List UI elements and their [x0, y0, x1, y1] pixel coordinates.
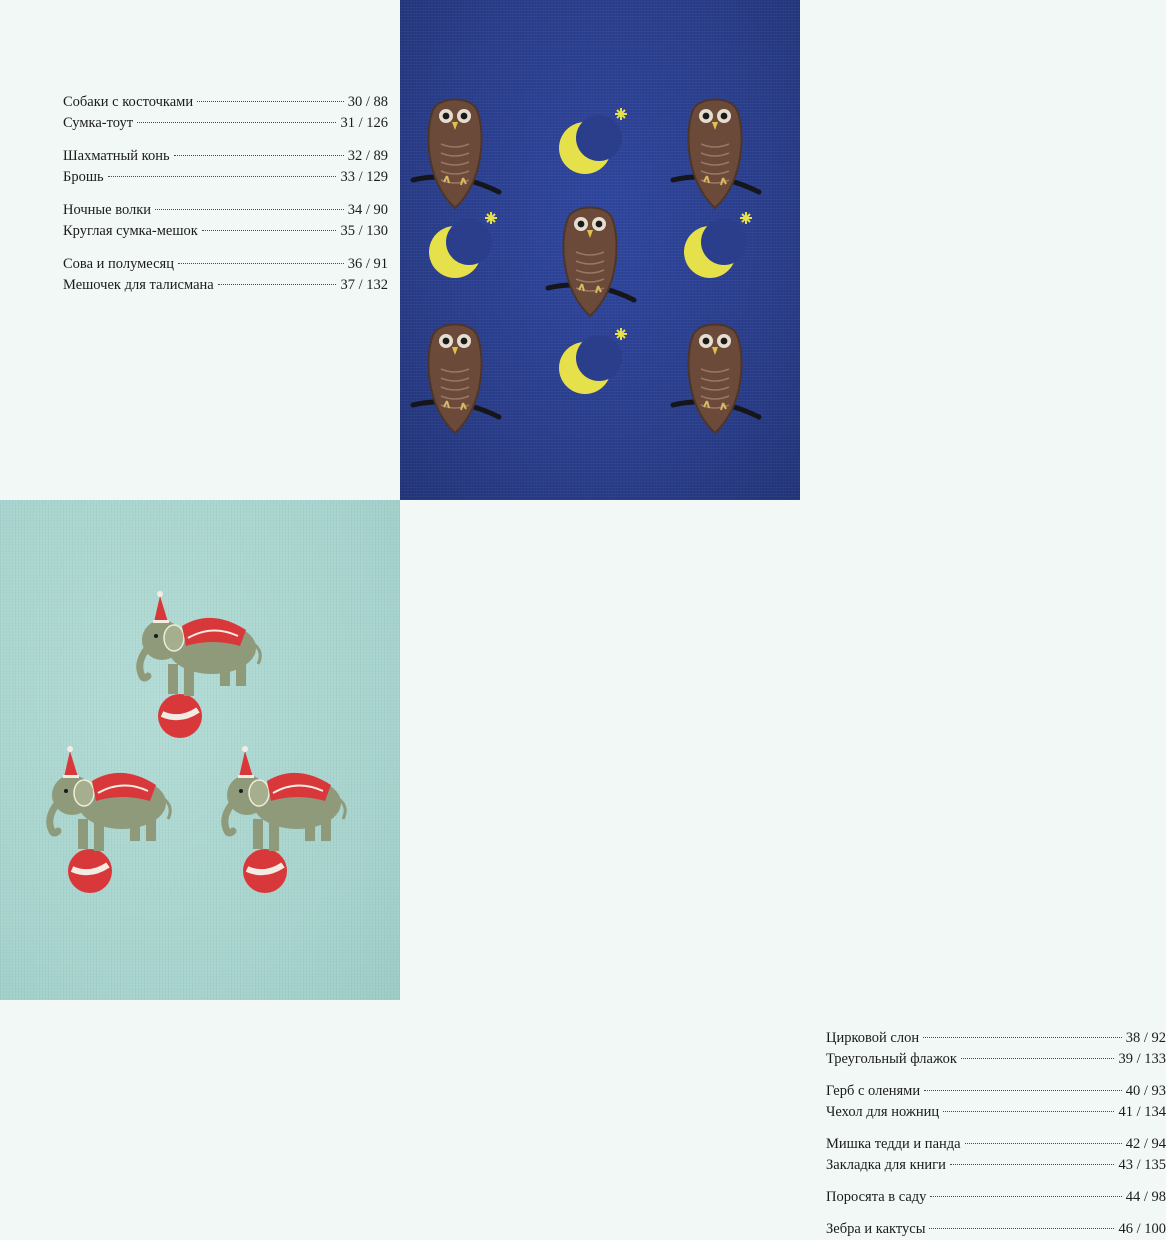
owl-icon: [413, 100, 499, 209]
dot-leader: [218, 284, 337, 285]
toc-entry-pages: 44 / 98: [1125, 1189, 1166, 1205]
toc-entry-title: Мешочек для талисмана: [63, 277, 214, 293]
crescent-moon-icon: [559, 335, 622, 394]
toc-list-top: [63, 92, 388, 296]
dot-leader: [202, 230, 337, 231]
dot-leader: [930, 1196, 1121, 1197]
toc-entry[interactable]: [63, 275, 388, 296]
toc-entry-pages: 41 / 134: [1118, 1104, 1166, 1120]
toc-entry-title: Мишка тедди и панда: [826, 1136, 961, 1152]
toc-entry-title: Герб с оленями: [826, 1083, 921, 1099]
toc-entry-pages: 43 / 135: [1118, 1157, 1166, 1173]
toc-list-bottom: [826, 1028, 1166, 1240]
toc-entry[interactable]: [63, 167, 388, 188]
toc-entry[interactable]: [826, 1028, 1166, 1049]
toc-entry[interactable]: [63, 113, 388, 134]
dot-leader: [108, 176, 337, 177]
toc-group: [826, 1219, 1166, 1240]
toc-entry-title: Зебра и кактусы: [826, 1221, 926, 1237]
toc-entry-pages: 35 / 130: [340, 223, 388, 239]
toc-entry-pages: 30 / 88: [347, 94, 388, 110]
toc-entry-title: Сумка-тоут: [63, 115, 134, 131]
owl-moon-embroidery-art: [400, 0, 800, 500]
toc-entry-pages: 32 / 89: [347, 148, 388, 164]
toc-entry-pages: 42 / 94: [1125, 1136, 1166, 1152]
toc-entry[interactable]: [826, 1049, 1166, 1070]
toc-entry-pages: 37 / 132: [340, 277, 388, 293]
toc-group: [63, 146, 388, 188]
dot-leader: [178, 263, 344, 264]
elephants-embroidery-photo: [0, 500, 400, 1000]
contents-panel-top: [0, 0, 400, 500]
owl-icon: [673, 100, 759, 209]
circus-elephant-icon: [50, 746, 171, 893]
toc-entry-title: Закладка для книги: [826, 1157, 946, 1173]
dot-leader: [924, 1090, 1122, 1091]
dot-leader: [943, 1111, 1114, 1112]
toc-entry[interactable]: [63, 92, 388, 113]
circus-elephant-embroidery-art: [0, 500, 400, 1000]
toc-entry-title: Собаки с косточками: [63, 94, 194, 110]
owl-icon: [413, 325, 499, 434]
toc-entry-title: Поросята в саду: [826, 1189, 927, 1205]
toc-entry[interactable]: [826, 1219, 1166, 1240]
star-icon: [615, 328, 627, 340]
star-icon: [740, 212, 752, 224]
toc-entry-title: Цирковой слон: [826, 1030, 920, 1046]
toc-group: [826, 1187, 1166, 1208]
toc-entry-pages: 31 / 126: [340, 115, 388, 131]
circus-elephant-icon: [225, 746, 346, 893]
toc-group: [63, 254, 388, 296]
owls-embroidery-photo: [400, 0, 800, 500]
star-icon: [485, 212, 497, 224]
owl-icon: [548, 208, 634, 317]
toc-entry-pages: 36 / 91: [347, 256, 388, 272]
toc-entry[interactable]: [63, 146, 388, 167]
toc-entry-pages: 38 / 92: [1125, 1030, 1166, 1046]
dot-leader: [137, 122, 336, 123]
circus-elephant-icon: [140, 591, 261, 738]
toc-entry[interactable]: [826, 1187, 1166, 1208]
toc-group: [63, 92, 388, 134]
dot-leader: [929, 1228, 1114, 1229]
toc-entry-pages: 39 / 133: [1118, 1051, 1166, 1067]
toc-entry-pages: 46 / 100: [1118, 1221, 1166, 1237]
toc-entry-title: Треугольный флажок: [826, 1051, 957, 1067]
contents-panel-bottom: [400, 500, 1166, 1237]
toc-entry[interactable]: [63, 254, 388, 275]
toc-entry-title: Чехол для ножниц: [826, 1104, 940, 1120]
toc-entry-pages: 34 / 90: [347, 202, 388, 218]
owl-icon: [673, 325, 759, 434]
dot-leader: [965, 1143, 1122, 1144]
dot-leader: [961, 1058, 1115, 1059]
crescent-moon-icon: [559, 115, 622, 174]
crescent-moon-icon: [684, 219, 747, 278]
toc-entry-title: Круглая сумка-мешок: [63, 223, 198, 239]
star-icon: [615, 108, 627, 120]
toc-entry-title: Шахматный конь: [63, 148, 170, 164]
dot-leader: [923, 1037, 1122, 1038]
toc-group: [826, 1081, 1166, 1123]
dot-leader: [174, 155, 344, 156]
toc-entry[interactable]: [826, 1155, 1166, 1176]
toc-entry-title: Ночные волки: [63, 202, 152, 218]
toc-entry[interactable]: [826, 1102, 1166, 1123]
dot-leader: [197, 101, 344, 102]
toc-entry[interactable]: [826, 1134, 1166, 1155]
toc-group: [826, 1134, 1166, 1176]
toc-group: [63, 200, 388, 242]
toc-group: [826, 1028, 1166, 1070]
toc-entry-pages: 40 / 93: [1125, 1083, 1166, 1099]
toc-entry[interactable]: [63, 200, 388, 221]
toc-entry-title: Сова и полумесяц: [63, 256, 174, 272]
crescent-moon-icon: [429, 219, 492, 278]
toc-entry[interactable]: [63, 221, 388, 242]
toc-entry[interactable]: [826, 1081, 1166, 1102]
dot-leader: [950, 1164, 1115, 1165]
dot-leader: [155, 209, 344, 210]
toc-entry-pages: 33 / 129: [340, 169, 388, 185]
toc-entry-title: Брошь: [63, 169, 104, 185]
